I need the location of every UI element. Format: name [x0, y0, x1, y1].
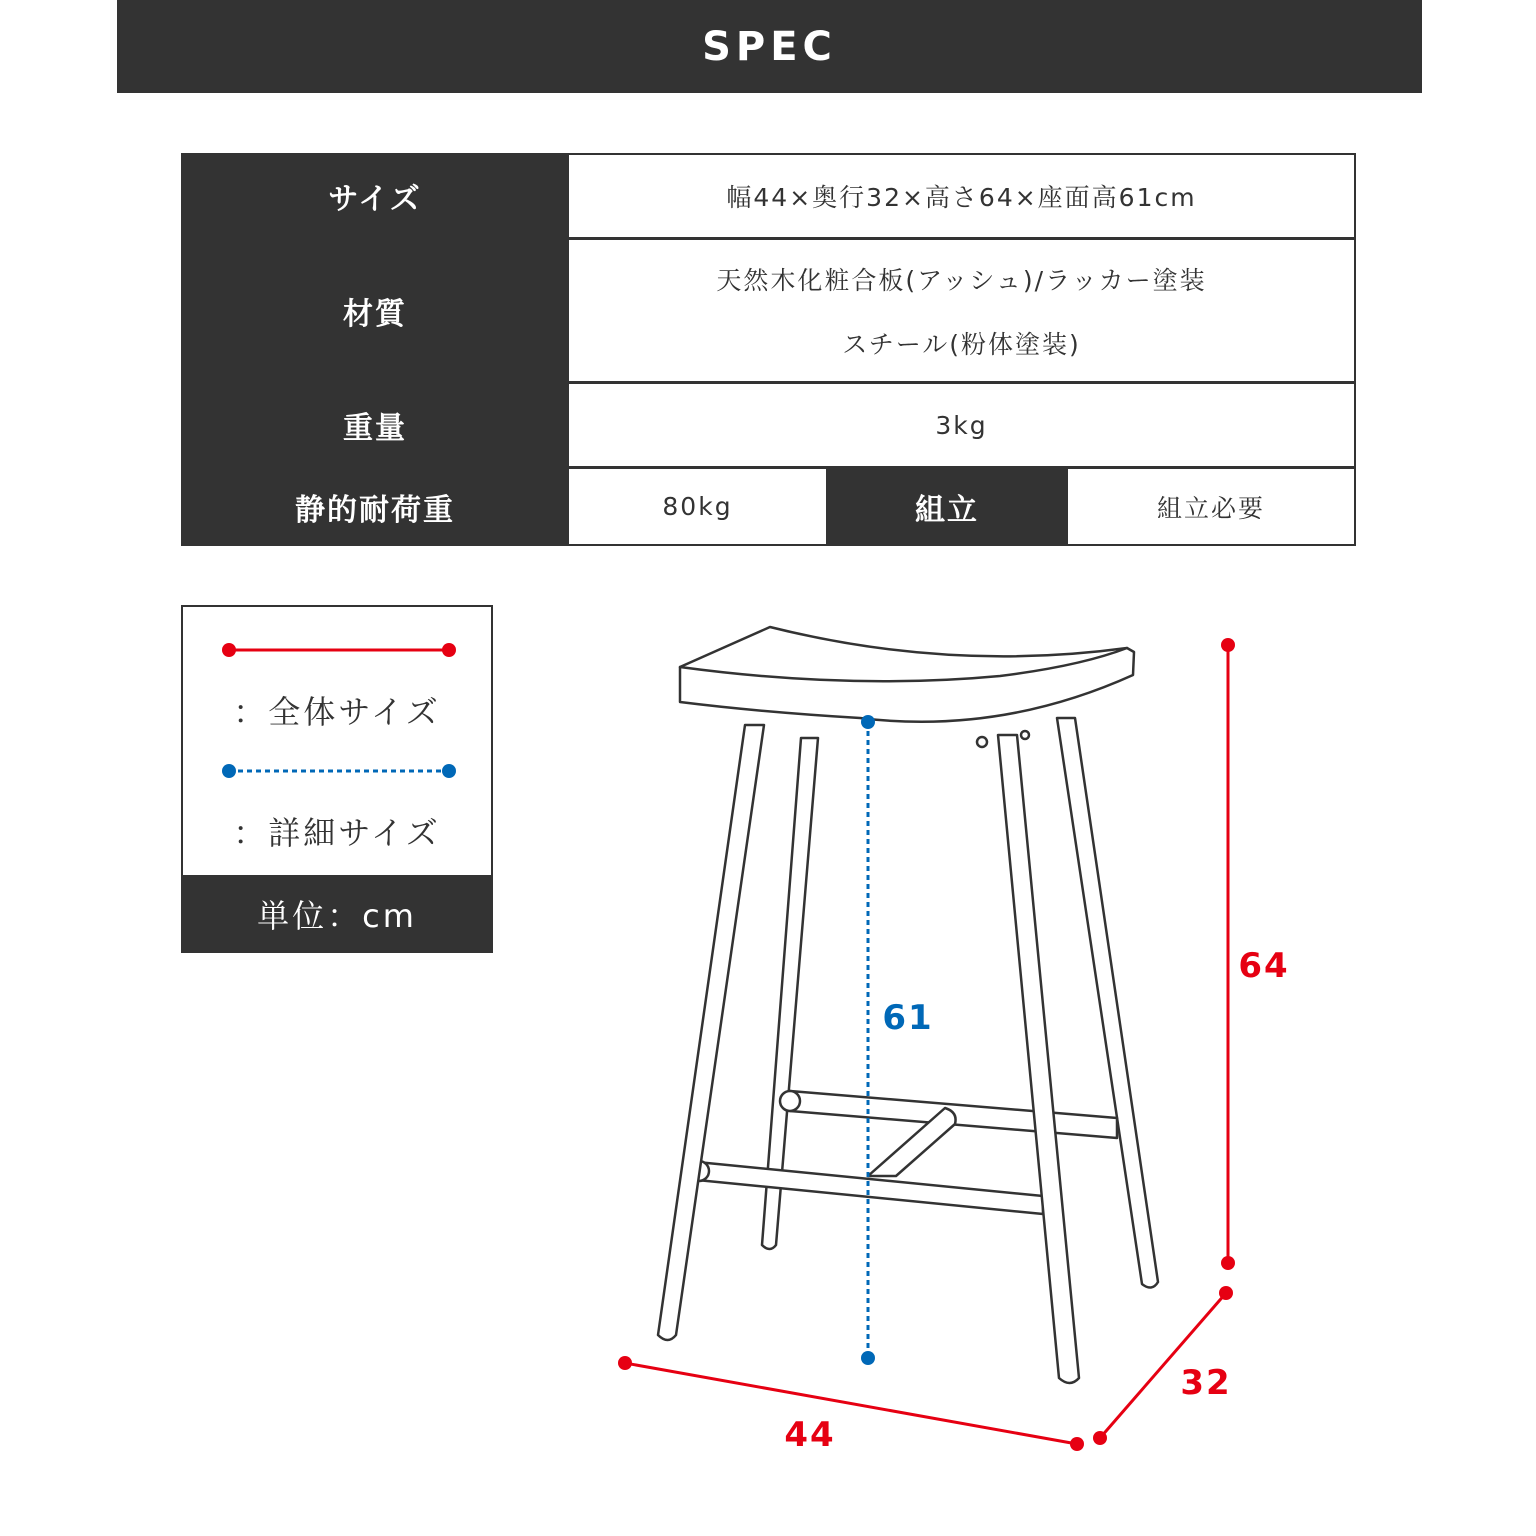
front-left-leg: [658, 725, 764, 1340]
width-label: 44: [784, 1415, 836, 1455]
material-line-1: 天然木化粧合板(アッシュ)/ラッカー塗装: [716, 265, 1207, 295]
detail-size-label: ：詳細サイズ: [233, 814, 441, 852]
assembly-label: 組立: [915, 492, 979, 528]
spec-title: SPEC: [702, 23, 837, 70]
height-dimension: [1221, 638, 1235, 1270]
seat-height-label: 61: [882, 998, 934, 1038]
seat-bolt: [1021, 731, 1029, 739]
depth-label: 32: [1180, 1363, 1232, 1403]
material-line-2: スチール(粉体塗装): [842, 329, 1081, 359]
seat-height-dimension: [861, 715, 875, 1365]
unit-text: 単位：cm: [257, 897, 417, 935]
load-label: 静的耐荷重: [295, 492, 455, 528]
load-value: 80kg: [662, 492, 733, 521]
seat-bolt: [977, 737, 987, 747]
weight-value: 3kg: [935, 410, 988, 440]
size-value: 幅44×奥行32×高さ64×座面高61cm: [726, 183, 1197, 212]
front-right-leg: [998, 735, 1079, 1383]
back-right-leg: [1057, 718, 1158, 1288]
assembly-value: 組立必要: [1156, 493, 1265, 523]
material-label: 材質: [343, 296, 407, 332]
overall-size-label: ：全体サイズ: [233, 693, 441, 731]
back-stretcher-joint: [780, 1091, 800, 1111]
width-dimension: [618, 1356, 1084, 1451]
height-label: 64: [1238, 946, 1290, 986]
size-label: サイズ: [328, 182, 422, 217]
front-stretcher: [697, 1162, 1043, 1214]
weight-label: 重量: [343, 411, 407, 446]
